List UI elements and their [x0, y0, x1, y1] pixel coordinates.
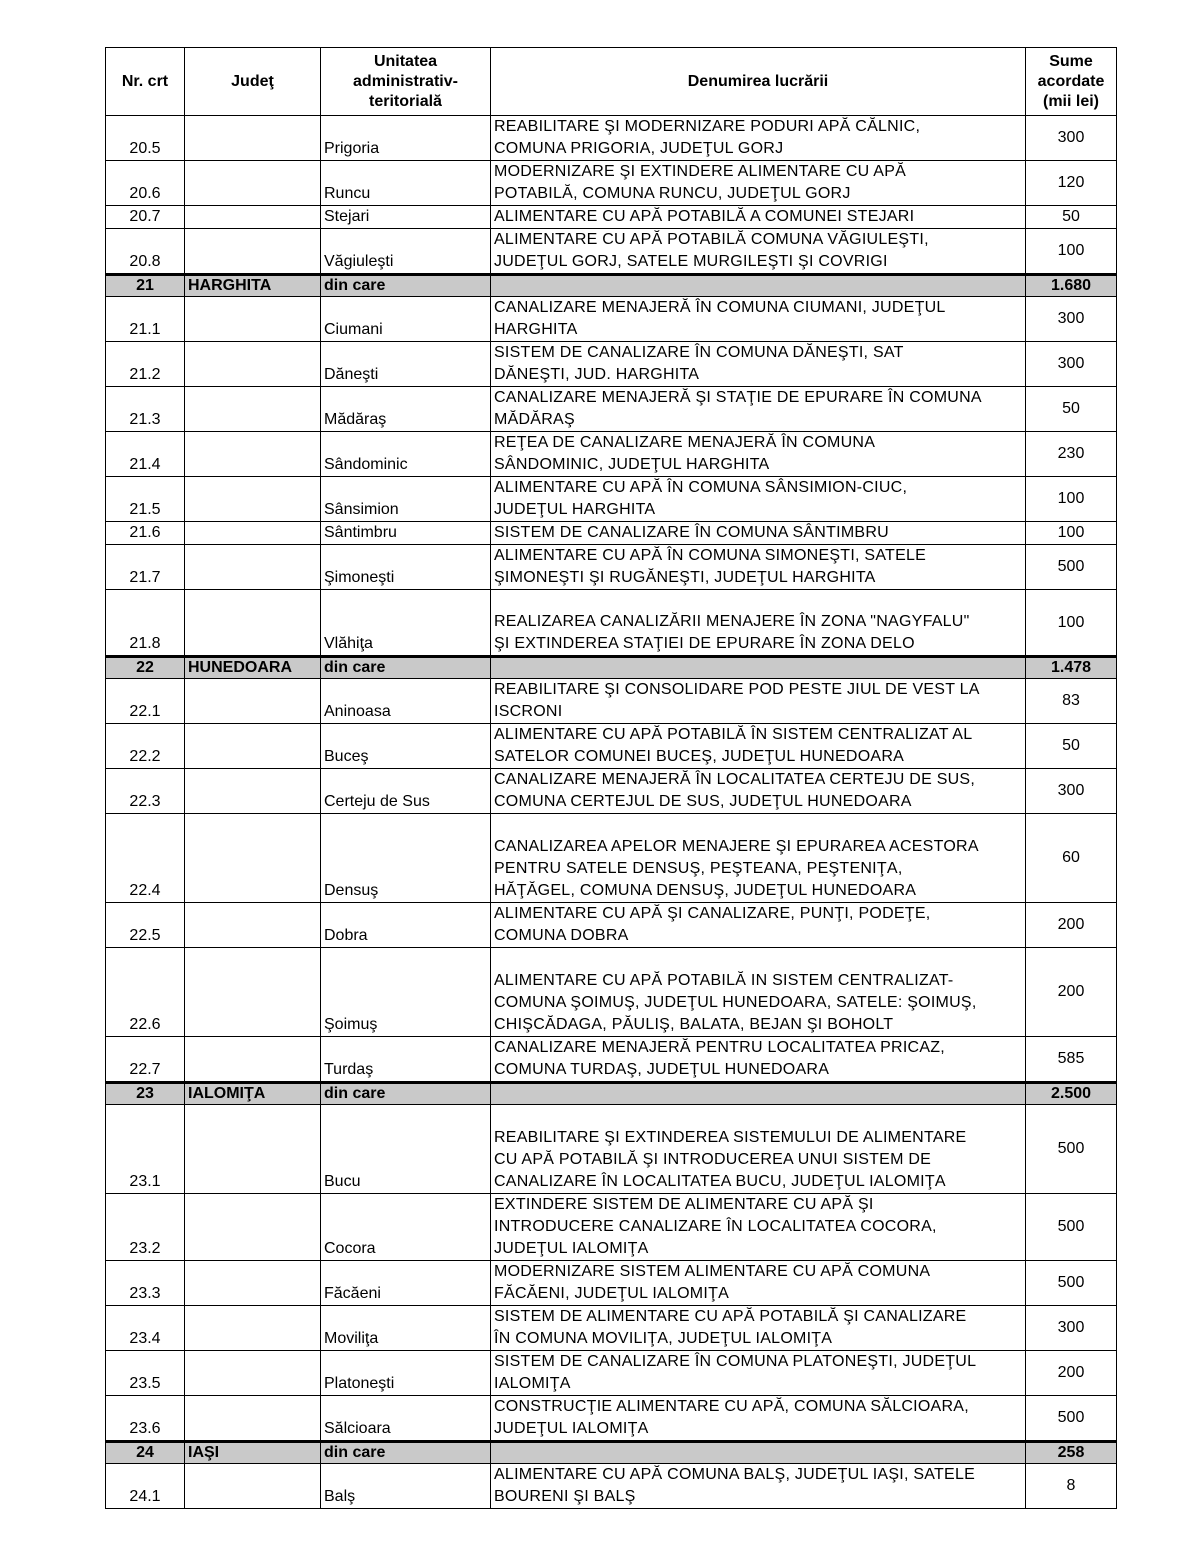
cell-denumire: CANALIZARE MENAJERĂ ÎN LOCALITATEA CERTEJU DE SUS, COMUNA CERTEJUL DE SUS, JUDEŢUL HUNEDOARA	[491, 769, 1026, 814]
cell-uat: Moviliţa	[321, 1306, 491, 1351]
cell-sume: 8	[1026, 1464, 1117, 1509]
cell-uat: Stejari	[321, 206, 491, 229]
cell-sume: 50	[1026, 387, 1117, 432]
cell-sume: 500	[1026, 1261, 1117, 1306]
table-row	[106, 1306, 1117, 1351]
cell-judet	[185, 522, 321, 545]
cell-nr: 23.4	[106, 1306, 185, 1351]
cell-sume: 230	[1026, 432, 1117, 477]
table-row	[106, 1351, 1117, 1396]
table-row	[106, 229, 1117, 275]
cell-uat: din care	[321, 275, 491, 297]
cell-uat: din care	[321, 657, 491, 679]
group-row	[106, 275, 1117, 297]
cell-judet	[185, 814, 321, 903]
cell-denumire: ALIMENTARE CU APĂ POTABILĂ COMUNA VĂGIULEŞTI, JUDEŢUL GORJ, SATELE MURGILEŞTI ŞI COVRIGI	[491, 229, 1026, 275]
cell-judet	[185, 769, 321, 814]
cell-sume: 300	[1026, 297, 1117, 342]
cell-judet	[185, 206, 321, 229]
cell-denumire: CONSTRUCŢIE ALIMENTARE CU APĂ, COMUNA SĂLCIOARA, JUDEŢUL IALOMIŢA	[491, 1396, 1026, 1442]
cell-denumire: REŢEA DE CANALIZARE MENAJERĂ ÎN COMUNA SÂNDOMINIC, JUDEŢUL HARGHITA	[491, 432, 1026, 477]
cell-nr: 22.4	[106, 814, 185, 903]
cell-judet	[185, 297, 321, 342]
cell-judet	[185, 342, 321, 387]
cell-nr: 20.7	[106, 206, 185, 229]
cell-nr: 21	[106, 275, 185, 297]
cell-uat: Vlăhiţa	[321, 590, 491, 657]
cell-judet: HUNEDOARA	[185, 657, 321, 679]
cell-sume: 50	[1026, 724, 1117, 769]
cell-denumire: CANALIZARE MENAJERĂ ÎN COMUNA CIUMANI, JUDEŢUL HARGHITA	[491, 297, 1026, 342]
cell-denumire: ALIMENTARE CU APĂ ÎN COMUNA SIMONEŞTI, SATELE ŞIMONEŞTI ŞI RUGĂNEŞTI, JUDEŢUL HARGHITA	[491, 545, 1026, 590]
cell-sume: 300	[1026, 342, 1117, 387]
cell-nr: 21.7	[106, 545, 185, 590]
table-row	[106, 116, 1117, 161]
cell-judet	[185, 387, 321, 432]
cell-judet	[185, 477, 321, 522]
cell-denumire	[491, 1083, 1026, 1105]
cell-uat: Şimoneşti	[321, 545, 491, 590]
cell-sume: 300	[1026, 769, 1117, 814]
cell-nr: 22.7	[106, 1037, 185, 1083]
cell-judet	[185, 1306, 321, 1351]
cell-uat: Şoimuş	[321, 948, 491, 1037]
cell-sume: 258	[1026, 1442, 1117, 1464]
cell-sume: 100	[1026, 590, 1117, 657]
header-denumire: Denumirea lucrării	[491, 48, 1026, 116]
cell-uat: Prigoria	[321, 116, 491, 161]
cell-sume: 100	[1026, 477, 1117, 522]
table-row	[106, 724, 1117, 769]
cell-judet: IALOMIŢA	[185, 1083, 321, 1105]
header-judet: Judeţ	[185, 48, 321, 116]
cell-nr: 21.3	[106, 387, 185, 432]
cell-judet: HARGHITA	[185, 275, 321, 297]
cell-nr: 23.1	[106, 1105, 185, 1194]
table-body	[106, 116, 1117, 1509]
cell-judet: IAŞI	[185, 1442, 321, 1464]
cell-uat: Runcu	[321, 161, 491, 206]
cell-denumire: CANALIZARE MENAJERĂ ŞI STAŢIE DE EPURARE ÎN COMUNA MĂDĂRAŞ	[491, 387, 1026, 432]
cell-sume: 200	[1026, 948, 1117, 1037]
table-row	[106, 814, 1117, 903]
cell-judet	[185, 948, 321, 1037]
cell-sume: 500	[1026, 1105, 1117, 1194]
cell-judet	[185, 903, 321, 948]
cell-denumire: ALIMENTARE CU APĂ ÎN COMUNA SÂNSIMION-CIUC, JUDEŢUL HARGHITA	[491, 477, 1026, 522]
cell-uat: Platoneşti	[321, 1351, 491, 1396]
header-nr: Nr. crt	[106, 48, 185, 116]
cell-sume: 200	[1026, 903, 1117, 948]
cell-denumire: SISTEM DE CANALIZARE ÎN COMUNA PLATONEŞTI, JUDEŢUL IALOMIŢA	[491, 1351, 1026, 1396]
cell-denumire	[491, 657, 1026, 679]
cell-nr: 21.2	[106, 342, 185, 387]
cell-sume: 100	[1026, 229, 1117, 275]
cell-uat: Făcăeni	[321, 1261, 491, 1306]
cell-uat: Ciumani	[321, 297, 491, 342]
cell-judet	[185, 1037, 321, 1083]
cell-judet	[185, 1105, 321, 1194]
cell-denumire	[491, 1442, 1026, 1464]
cell-judet	[185, 1261, 321, 1306]
cell-nr: 22.2	[106, 724, 185, 769]
table-row	[106, 769, 1117, 814]
cell-judet	[185, 679, 321, 724]
cell-denumire: ALIMENTARE CU APĂ POTABILĂ ÎN SISTEM CENTRALIZAT AL SATELOR COMUNEI BUCEŞ, JUDEŢUL HUNEDOARA	[491, 724, 1026, 769]
cell-denumire: SISTEM DE CANALIZARE ÎN COMUNA SÂNTIMBRU	[491, 522, 1026, 545]
cell-judet	[185, 724, 321, 769]
table-row	[106, 1037, 1117, 1083]
cell-nr: 23.3	[106, 1261, 185, 1306]
cell-uat: Văgiuleşti	[321, 229, 491, 275]
cell-denumire: ALIMENTARE CU APĂ COMUNA BALŞ, JUDEŢUL IAŞI, SATELE BOURENI ŞI BALŞ	[491, 1464, 1026, 1509]
cell-nr: 23.2	[106, 1194, 185, 1261]
cell-sume: 585	[1026, 1037, 1117, 1083]
cell-judet	[185, 590, 321, 657]
cell-nr: 20.6	[106, 161, 185, 206]
cell-nr: 23.6	[106, 1396, 185, 1442]
header-uat: Unitatea administrativ- teritorială	[321, 48, 491, 116]
cell-nr: 23	[106, 1083, 185, 1105]
table-row	[106, 1464, 1117, 1509]
cell-uat: Dăneşti	[321, 342, 491, 387]
cell-nr: 24	[106, 1442, 185, 1464]
cell-uat: Densuş	[321, 814, 491, 903]
table-row	[106, 948, 1117, 1037]
cell-uat: din care	[321, 1083, 491, 1105]
cell-uat: din care	[321, 1442, 491, 1464]
cell-sume: 60	[1026, 814, 1117, 903]
table-row	[106, 1194, 1117, 1261]
cell-uat: Turdaş	[321, 1037, 491, 1083]
table-row	[106, 1105, 1117, 1194]
cell-denumire: ALIMENTARE CU APĂ POTABILĂ IN SISTEM CENTRALIZAT- COMUNA ŞOIMUŞ, JUDEŢUL HUNEDOARA, SATELE: ŞOIMUŞ, CHIŞCĂDAGA, PĂULIŞ, BALATA, BEJAN ŞI BOHOLT	[491, 948, 1026, 1037]
cell-uat: Mădăraş	[321, 387, 491, 432]
cell-uat: Bucu	[321, 1105, 491, 1194]
table-row	[106, 1396, 1117, 1442]
cell-uat: Balş	[321, 1464, 491, 1509]
table-row	[106, 477, 1117, 522]
table-row	[106, 590, 1117, 657]
cell-sume: 1.478	[1026, 657, 1117, 679]
group-row	[106, 657, 1117, 679]
cell-denumire: SISTEM DE ALIMENTARE CU APĂ POTABILĂ ŞI CANALIZARE ÎN COMUNA MOVILIŢA, JUDEŢUL IALOMIŢA	[491, 1306, 1026, 1351]
table-row	[106, 206, 1117, 229]
cell-sume: 83	[1026, 679, 1117, 724]
cell-nr: 21.6	[106, 522, 185, 545]
cell-judet	[185, 1351, 321, 1396]
cell-uat: Dobra	[321, 903, 491, 948]
cell-judet	[185, 1464, 321, 1509]
header-sume: Sume acordate (mii lei)	[1026, 48, 1117, 116]
table-row	[106, 1261, 1117, 1306]
cell-denumire: REABILITARE ŞI MODERNIZARE PODURI APĂ CĂLNIC, COMUNA PRIGORIA, JUDEŢUL GORJ	[491, 116, 1026, 161]
cell-denumire: REALIZAREA CANALIZĂRII MENAJERE ÎN ZONA "NAGYFALU" ŞI EXTINDEREA STAŢIEI DE EPURARE ÎN ZONA DELO	[491, 590, 1026, 657]
cell-uat: Certeju de Sus	[321, 769, 491, 814]
cell-judet	[185, 229, 321, 275]
cell-nr: 21.1	[106, 297, 185, 342]
header-row	[106, 48, 1117, 116]
cell-denumire: REABILITARE ŞI EXTINDEREA SISTEMULUI DE ALIMENTARE CU APĂ POTABILĂ ŞI INTRODUCEREA UNUI SISTEM DE CANALIZARE ÎN LOCALITATEA BUCU, JUDEŢUL IALOMIŢA	[491, 1105, 1026, 1194]
cell-judet	[185, 1396, 321, 1442]
table-row	[106, 297, 1117, 342]
cell-sume: 120	[1026, 161, 1117, 206]
cell-nr: 22.3	[106, 769, 185, 814]
cell-uat: Buceş	[321, 724, 491, 769]
cell-denumire: CANALIZAREA APELOR MENAJERE ŞI EPURAREA ACESTORA PENTRU SATELE DENSUŞ, PEŞTEANA, PEŞTENIŢA, HĂŢĂGEL, COMUNA DENSUŞ, JUDEŢUL HUNEDOARA	[491, 814, 1026, 903]
cell-sume: 300	[1026, 116, 1117, 161]
cell-denumire: REABILITARE ŞI CONSOLIDARE POD PESTE JIUL DE VEST LA ISCRONI	[491, 679, 1026, 724]
allocations-table	[105, 47, 1117, 1509]
cell-uat: Sântimbru	[321, 522, 491, 545]
cell-sume: 500	[1026, 1396, 1117, 1442]
cell-sume: 1.680	[1026, 275, 1117, 297]
cell-sume: 500	[1026, 545, 1117, 590]
table-row	[106, 903, 1117, 948]
cell-nr: 22.6	[106, 948, 185, 1037]
cell-nr: 21.5	[106, 477, 185, 522]
cell-nr: 24.1	[106, 1464, 185, 1509]
cell-nr: 23.5	[106, 1351, 185, 1396]
cell-nr: 22	[106, 657, 185, 679]
cell-nr: 21.8	[106, 590, 185, 657]
cell-sume: 100	[1026, 522, 1117, 545]
table-row	[106, 545, 1117, 590]
table-row	[106, 342, 1117, 387]
cell-judet	[185, 161, 321, 206]
cell-denumire: ALIMENTARE CU APĂ ŞI CANALIZARE, PUNŢI, PODEŢE, COMUNA DOBRA	[491, 903, 1026, 948]
table-row	[106, 679, 1117, 724]
cell-judet	[185, 545, 321, 590]
cell-denumire: EXTINDERE SISTEM DE ALIMENTARE CU APĂ ŞI INTRODUCERE CANALIZARE ÎN LOCALITATEA COCORA, JUDEŢUL IALOMIŢA	[491, 1194, 1026, 1261]
cell-sume: 2.500	[1026, 1083, 1117, 1105]
cell-sume: 50	[1026, 206, 1117, 229]
cell-nr: 22.5	[106, 903, 185, 948]
cell-denumire: ALIMENTARE CU APĂ POTABILĂ A COMUNEI STEJARI	[491, 206, 1026, 229]
cell-denumire: SISTEM DE CANALIZARE ÎN COMUNA DĂNEŞTI, SAT DĂNEŞTI, JUD. HARGHITA	[491, 342, 1026, 387]
cell-sume: 300	[1026, 1306, 1117, 1351]
cell-sume: 500	[1026, 1194, 1117, 1261]
cell-denumire: CANALIZARE MENAJERĂ PENTRU LOCALITATEA PRICAZ, COMUNA TURDAŞ, JUDEŢUL HUNEDOARA	[491, 1037, 1026, 1083]
table-row	[106, 387, 1117, 432]
cell-nr: 22.1	[106, 679, 185, 724]
cell-uat: Sândominic	[321, 432, 491, 477]
table-row	[106, 161, 1117, 206]
cell-uat: Aninoasa	[321, 679, 491, 724]
cell-judet	[185, 1194, 321, 1261]
cell-uat: Cocora	[321, 1194, 491, 1261]
cell-nr: 20.8	[106, 229, 185, 275]
cell-judet	[185, 432, 321, 477]
cell-denumire	[491, 275, 1026, 297]
cell-nr: 20.5	[106, 116, 185, 161]
cell-denumire: MODERNIZARE SISTEM ALIMENTARE CU APĂ COMUNA FĂCĂENI, JUDEŢUL IALOMIŢA	[491, 1261, 1026, 1306]
cell-judet	[185, 116, 321, 161]
cell-uat: Sânsimion	[321, 477, 491, 522]
cell-nr: 21.4	[106, 432, 185, 477]
cell-uat: Sălcioara	[321, 1396, 491, 1442]
group-row	[106, 1442, 1117, 1464]
table-row	[106, 432, 1117, 477]
cell-denumire: MODERNIZARE ŞI EXTINDERE ALIMENTARE CU APĂ POTABILĂ, COMUNA RUNCU, JUDEŢUL GORJ	[491, 161, 1026, 206]
cell-sume: 200	[1026, 1351, 1117, 1396]
table-row	[106, 522, 1117, 545]
group-row	[106, 1083, 1117, 1105]
